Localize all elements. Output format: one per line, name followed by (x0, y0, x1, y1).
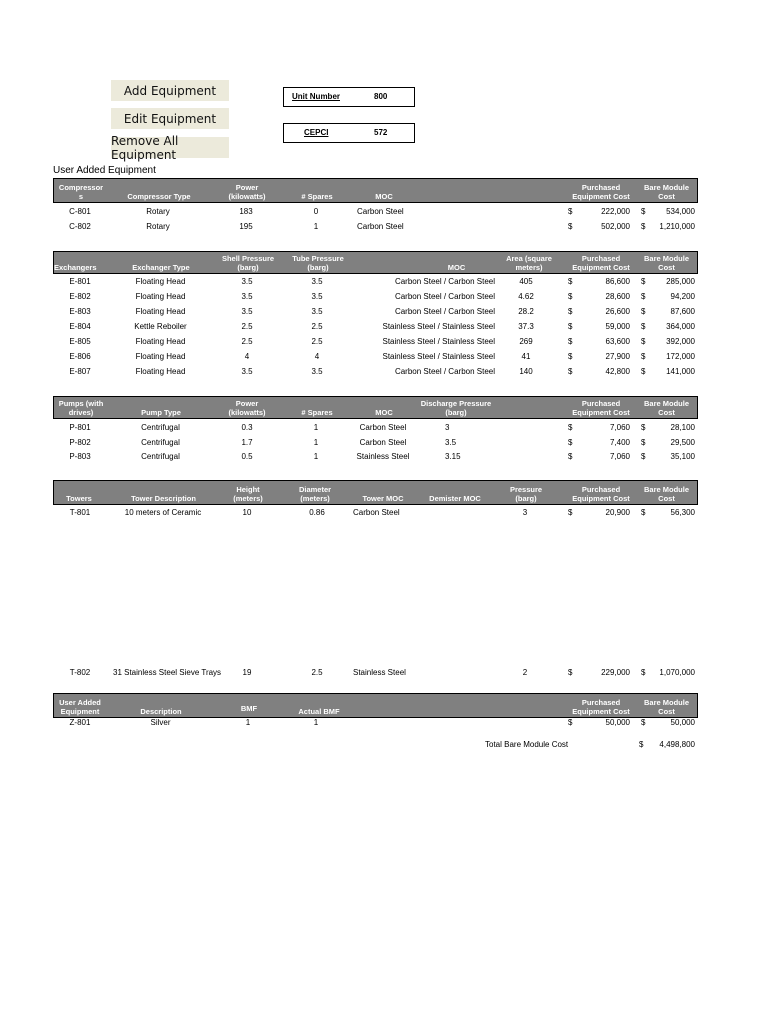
unit-number-value: 800 (374, 92, 388, 101)
currency-sign: $ (641, 452, 646, 461)
col-header: Area (square meters) (506, 254, 552, 272)
cell-pec: 7,060 (609, 452, 630, 461)
cell-area: 37.3 (518, 322, 534, 331)
cell-pec: 86,600 (605, 277, 630, 286)
col-header: Purchased Equipment Cost (572, 698, 630, 716)
edit-equipment-button[interactable]: Edit Equipment (111, 108, 229, 129)
user-added-header (53, 693, 698, 718)
cell-moc: Carbon Steel (359, 423, 407, 432)
col-header: User Added Equipment (59, 698, 101, 716)
cell-area: 140 (519, 367, 533, 376)
exchangers-header (53, 251, 698, 274)
cell-tower-moc: Stainless Steel (353, 668, 406, 677)
towers-header (53, 480, 698, 505)
cell-bmc: 1,210,000 (659, 222, 695, 231)
cell-pec: 20,900 (605, 508, 630, 517)
cell-tube-pressure: 3.5 (311, 292, 323, 301)
cell-pec: 50,000 (605, 718, 630, 727)
currency-sign: $ (641, 207, 646, 216)
cell-pec: 59,000 (605, 322, 630, 331)
col-header: Power (kilowatts) (228, 399, 266, 417)
cell-tube-pressure: 2.5 (311, 322, 323, 331)
col-header: Tube Pressure (barg) (292, 254, 344, 272)
cell-moc: Carbon Steel / Carbon Steel (394, 367, 495, 376)
currency-sign: $ (641, 322, 646, 331)
cell-tube-pressure: 4 (314, 352, 320, 361)
cell-bmc: 1,070,000 (659, 668, 695, 677)
table-row[interactable] (53, 321, 698, 333)
currency-sign: $ (568, 307, 573, 316)
col-header: Compressor Type (127, 192, 191, 201)
cell-spares: 1 (313, 452, 319, 461)
currency-sign: $ (641, 367, 646, 376)
currency-sign: $ (568, 668, 573, 677)
cell-area: 28.2 (518, 307, 534, 316)
cell-bmc: 172,000 (666, 352, 695, 361)
cell-pec: 28,600 (605, 292, 630, 301)
cell-id: E-802 (69, 292, 91, 301)
table-row[interactable] (53, 206, 698, 218)
cell-tube-pressure: 3.5 (311, 277, 323, 286)
cell-moc: Stainless Steel (356, 452, 410, 461)
col-header: Pump Type (141, 408, 181, 417)
cell-tube-pressure: 3.5 (311, 367, 323, 376)
col-header: Towers (66, 494, 92, 503)
currency-sign: $ (568, 292, 573, 301)
col-header: Tower Description (131, 494, 196, 503)
currency-sign: $ (641, 668, 646, 677)
col-header: Purchased Equipment Cost (572, 183, 630, 201)
cell-bmc: 35,100 (670, 452, 695, 461)
cell-description: Silver (150, 718, 171, 727)
col-header: Demister MOC (429, 494, 481, 503)
table-row[interactable] (53, 306, 698, 318)
cell-pec: 7,400 (609, 438, 630, 447)
cell-type: Centrifugal (141, 423, 180, 432)
cell-bmc: 392,000 (666, 337, 695, 346)
currency-sign: $ (568, 222, 573, 231)
col-header: Compressor s (58, 183, 104, 201)
cell-pec: 42,800 (605, 367, 630, 376)
cell-id: P-801 (69, 423, 91, 432)
cell-type: Rotary (146, 207, 170, 216)
cell-bmc: 94,200 (670, 292, 695, 301)
cell-spares: 1 (313, 438, 319, 447)
cell-bmc: 141,000 (666, 367, 695, 376)
cell-height: 19 (242, 668, 252, 677)
total-value: 4,498,800 (659, 740, 695, 749)
cell-id: E-805 (69, 337, 91, 346)
cell-pec: 229,000 (601, 668, 630, 677)
table-row[interactable] (53, 351, 698, 363)
col-header: Actual BMF (298, 707, 340, 716)
total-row (53, 739, 698, 751)
cell-moc: Carbon Steel (357, 222, 404, 231)
currency-sign: $ (641, 222, 646, 231)
cell-id: E-803 (69, 307, 91, 316)
currency-sign: $ (568, 337, 573, 346)
col-header: MOC (447, 263, 466, 272)
col-header: # Spares (301, 408, 333, 417)
cell-type: Floating Head (135, 367, 186, 376)
cell-bmc: 29,500 (670, 438, 695, 447)
col-header: Purchased Equipment Cost (572, 399, 630, 417)
cell-area: 41 (521, 352, 531, 361)
table-row[interactable] (53, 717, 698, 729)
cell-moc: Carbon Steel / Carbon Steel (394, 277, 495, 286)
cell-shell-pressure: 3.5 (241, 292, 253, 301)
table-row[interactable] (53, 291, 698, 303)
col-header: Discharge Pressure (barg) (420, 399, 492, 417)
cell-shell-pressure: 4 (244, 352, 250, 361)
currency-sign: $ (568, 423, 573, 432)
cell-moc: Stainless Steel / Stainless Steel (382, 322, 495, 331)
currency-sign: $ (568, 277, 573, 286)
cell-type: Floating Head (135, 352, 186, 361)
currency-sign: $ (568, 322, 573, 331)
col-header: MOC (375, 408, 393, 417)
cell-area: 4.62 (518, 292, 534, 301)
cell-shell-pressure: 3.5 (241, 277, 253, 286)
cell-pec: 63,600 (605, 337, 630, 346)
cell-pec: 7,060 (609, 423, 630, 432)
cell-discharge-pressure: 3.15 (445, 452, 461, 461)
cell-shell-pressure: 2.5 (241, 337, 253, 346)
cell-pec: 502,000 (601, 222, 630, 231)
table-row[interactable] (53, 667, 698, 679)
cell-diameter: 0.86 (309, 508, 325, 517)
cell-spares: 1 (313, 423, 319, 432)
col-header: Exchangers (54, 263, 97, 272)
col-header: MOC (375, 192, 393, 201)
currency-sign: $ (641, 438, 646, 447)
cell-bmc: 534,000 (666, 207, 695, 216)
cell-actual-bmf: 1 (313, 718, 319, 727)
currency-sign: $ (568, 508, 573, 517)
add-equipment-button[interactable]: Add Equipment (111, 80, 229, 101)
col-header: Height (meters) (233, 485, 263, 503)
cell-shell-pressure: 3.5 (241, 307, 253, 316)
cell-type: Centrifugal (141, 438, 180, 447)
cell-power: 183 (239, 207, 253, 216)
cell-bmc: 364,000 (666, 322, 695, 331)
currency-sign: $ (568, 207, 573, 216)
col-header: Bare Module Cost (643, 698, 689, 716)
cell-bmc: 285,000 (666, 277, 695, 286)
cell-tower-moc: Carbon Steel (353, 508, 400, 517)
cell-id: E-807 (69, 367, 91, 376)
cell-description: 10 meters of Ceramic (124, 508, 202, 517)
table-row[interactable] (53, 422, 698, 434)
currency-sign: $ (641, 337, 646, 346)
col-header: Bare Module Cost (643, 485, 689, 503)
table-row[interactable] (53, 336, 698, 348)
cell-power: 0.3 (241, 423, 253, 432)
currency-sign: $ (568, 718, 573, 727)
cell-id: C-802 (69, 222, 91, 231)
cell-shell-pressure: 2.5 (241, 322, 253, 331)
currency-sign: $ (641, 277, 646, 286)
col-header: Bare Module Cost (643, 399, 689, 417)
cepci-box[interactable] (283, 123, 415, 143)
cell-id: T-801 (69, 508, 91, 517)
col-header: Exchanger Type (132, 263, 190, 272)
col-header: Diameter (meters) (298, 485, 332, 503)
cell-id: C-801 (69, 207, 91, 216)
cell-power: 0.5 (241, 452, 253, 461)
col-header: Tower MOC (362, 494, 404, 503)
cell-bmc: 50,000 (670, 718, 695, 727)
cell-discharge-pressure: 3.5 (445, 438, 457, 447)
cell-shell-pressure: 3.5 (241, 367, 253, 376)
cell-height: 10 (242, 508, 252, 517)
unit-number-box[interactable] (283, 87, 415, 107)
col-header: Purchased Equipment Cost (572, 254, 630, 272)
cell-type: Floating Head (135, 292, 186, 301)
col-header: Purchased Equipment Cost (572, 485, 630, 503)
cell-id: Z-801 (69, 718, 91, 727)
cell-description: 31 Stainless Steel Sieve Trays (113, 668, 222, 677)
table-row[interactable] (53, 276, 698, 288)
currency-sign: $ (568, 367, 573, 376)
cell-id: E-804 (69, 322, 91, 331)
cell-bmf: 1 (245, 718, 251, 727)
currency-sign: $ (641, 508, 646, 517)
cell-bmc: 87,600 (670, 307, 695, 316)
cell-pec: 222,000 (601, 207, 630, 216)
cell-bmc: 56,300 (670, 508, 695, 517)
cell-id: T-802 (69, 668, 91, 677)
cell-spares: 0 (313, 207, 319, 216)
cell-tube-pressure: 2.5 (311, 337, 323, 346)
col-header: Power (kilowatts) (228, 183, 266, 201)
cell-tube-pressure: 3.5 (311, 307, 323, 316)
cell-spares: 1 (313, 222, 319, 231)
cell-id: E-806 (69, 352, 91, 361)
cell-id: P-802 (69, 438, 91, 447)
cell-moc: Stainless Steel / Stainless Steel (382, 337, 495, 346)
total-label: Total Bare Module Cost (485, 740, 569, 749)
cell-moc: Carbon Steel / Carbon Steel (394, 292, 495, 301)
cell-type: Centrifugal (141, 452, 180, 461)
table-row[interactable] (53, 451, 698, 463)
cell-moc: Stainless Steel / Stainless Steel (382, 352, 495, 361)
cell-bmc: 28,100 (670, 423, 695, 432)
cell-moc: Carbon Steel (359, 438, 407, 447)
cell-pec: 26,600 (605, 307, 630, 316)
cepci-label: CEPCI (304, 128, 329, 137)
cell-pec: 27,900 (605, 352, 630, 361)
cell-type: Floating Head (135, 337, 186, 346)
col-header: Pressure (barg) (509, 485, 543, 503)
currency-sign: $ (568, 438, 573, 447)
cell-area: 269 (519, 337, 533, 346)
table-row[interactable] (53, 366, 698, 378)
cell-discharge-pressure: 3 (445, 423, 450, 432)
unit-number-label: Unit Number (292, 92, 340, 101)
cell-power: 1.7 (241, 438, 253, 447)
cepci-value: 572 (374, 128, 388, 137)
cell-area: 405 (519, 277, 533, 286)
currency-sign: $ (641, 352, 646, 361)
cell-type: Rotary (146, 222, 170, 231)
cell-type: Floating Head (135, 277, 186, 286)
col-header: # Spares (301, 192, 333, 201)
page-title: User Added Equipment (53, 165, 156, 176)
currency-sign: $ (641, 292, 646, 301)
currency-sign: $ (641, 307, 646, 316)
table-row[interactable] (53, 221, 698, 233)
cell-type: Kettle Reboiler (134, 322, 187, 331)
cell-id: E-801 (69, 277, 91, 286)
cell-type: Floating Head (135, 307, 186, 316)
currency-sign: $ (639, 740, 644, 749)
currency-sign: $ (568, 352, 573, 361)
currency-sign: $ (641, 423, 646, 432)
currency-sign: $ (568, 452, 573, 461)
col-header: Shell Pressure (barg) (221, 254, 275, 272)
table-row[interactable] (53, 507, 698, 519)
cell-id: P-803 (69, 452, 91, 461)
currency-sign: $ (641, 718, 646, 727)
table-row[interactable] (53, 437, 698, 449)
cell-moc: Carbon Steel / Carbon Steel (394, 307, 495, 316)
cell-diameter: 2.5 (311, 668, 323, 677)
col-header: Pumps (with drives) (58, 399, 104, 417)
pumps-header (53, 396, 698, 419)
col-header: BMF (240, 704, 258, 713)
col-header: Bare Module Cost (643, 183, 689, 201)
col-header: Bare Module Cost (643, 254, 689, 272)
remove-all-equipment-button[interactable]: Remove All Equipment (111, 137, 229, 158)
cell-moc: Carbon Steel (357, 207, 404, 216)
cell-pressure: 3 (522, 508, 528, 517)
compressors-header (53, 178, 698, 203)
cell-power: 195 (239, 222, 253, 231)
cell-pressure: 2 (522, 668, 528, 677)
col-header: Description (140, 707, 182, 716)
